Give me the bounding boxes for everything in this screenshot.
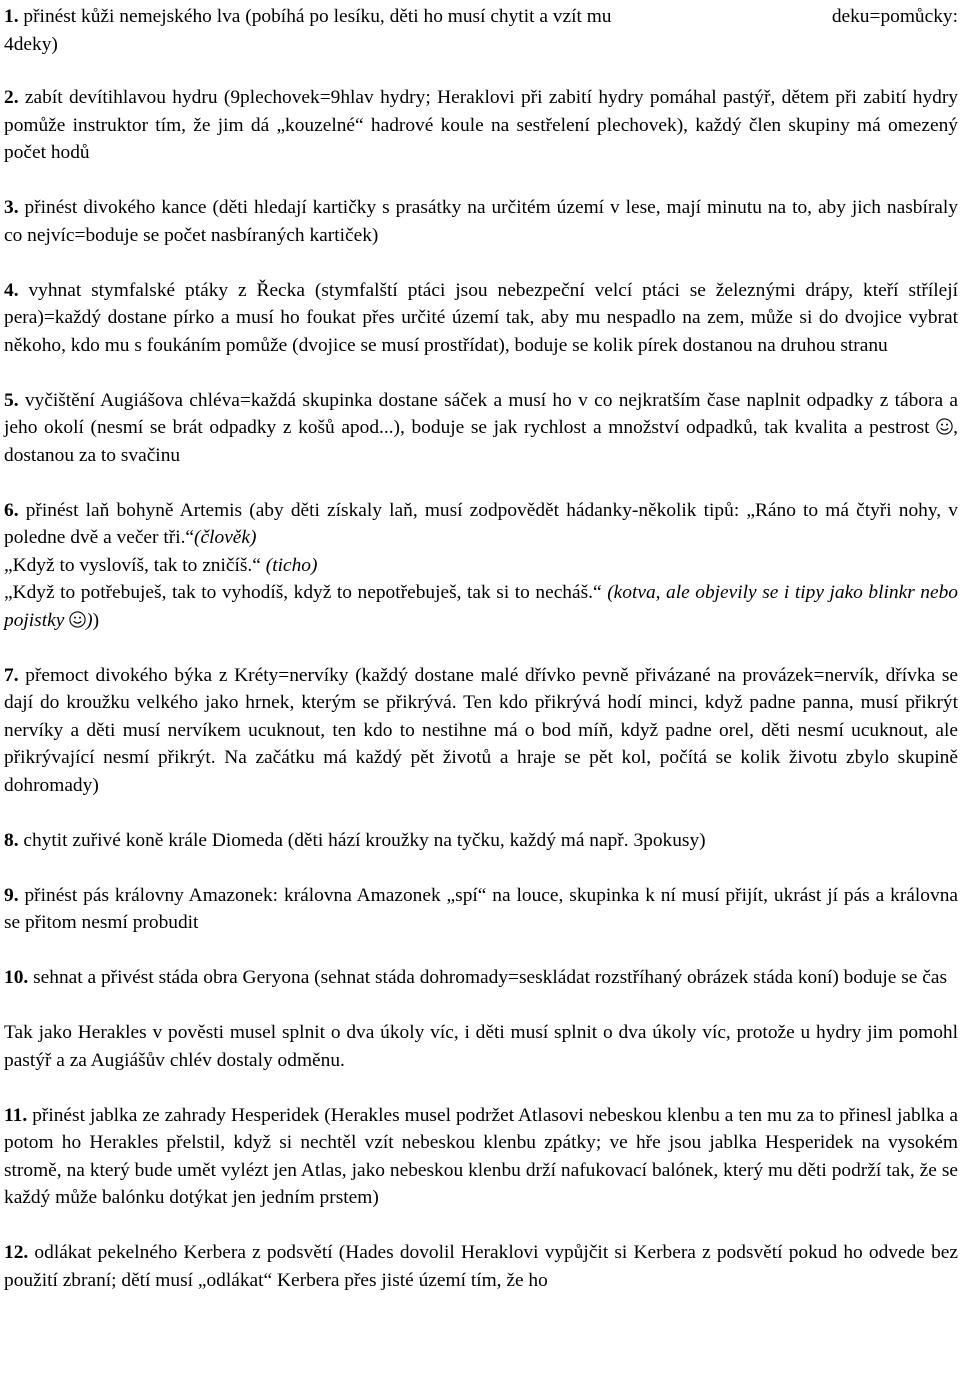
task-text: vyhnat stymfalské ptáky z Řecka (stymfalští ptáci jsou nebezpeční velcí ptáci se železnými drápy, kteří střílejí pera)=každý dostane pírko a musí ho foukat přes určité území tak, aby mu nespadlo na zem, může si do dvojice vybrat někoho, kdo mu s foukáním pomůže (dvojice se musí prostřídat), boduje se kolik pírek dostanou na druhou stranu [4, 279, 958, 356]
task-5 [4, 387, 958, 470]
task-text-close: ) [92, 609, 100, 631]
task-text: přinést divokého kance (děti hledají kartičky s prasátky na určitém území v lese, mají minutu na to, aby jich nasbíraly co nejvíc=boduje se počet nasbíraných kartiček) [4, 197, 958, 246]
note-text: Tak jako Herakles v pověsti musel splnit o dva úkoly víc, i děti musí splnit o dva úkoly víc, protože u hydry jim pomohl pastýř a za Augiášův chlév dostaly odměnu. [4, 1022, 958, 1071]
task-6 [4, 497, 958, 635]
task-12 [4, 1239, 958, 1294]
task-1-right-text: deku=pomůcky: [831, 6, 958, 27]
riddle-line: „Když to vyslovíš, tak to zničíš.“ [4, 554, 261, 576]
task-10 [4, 964, 958, 992]
task-11 [4, 1102, 958, 1212]
smiley-face-icon [936, 418, 953, 435]
document-body [4, 3, 958, 1294]
task-text: sehnat a přivést stáda obra Geryona (sehnat stáda dohromady=seskládat rozstříhaný obrázek stáda koní) boduje se čas [33, 967, 948, 988]
task-text: odlákat pekelného Kerbera z podsvětí (Hades dovolil Heraklovi vypůjčit si Kerbera z podsvětí pokud ho odvede bez použití zbraní; dětí musí „odlákat“ Kerbera přes jisté území tím, že ho [4, 1242, 958, 1291]
riddle-answer: (člověk) [194, 527, 257, 548]
task-text-end: , dostanou za to svačinu [4, 417, 958, 466]
task-text: přemoct divokého býka z Kréty=nervíky (každý dostane malé dřívko pevně přivázané na provázek=nervík, dřívka se dají do kroužku velkého jako hrnek, kterým se přikrývá. Ten kdo přikrývá hodí minci, když padne panna, musí přikrýt nervíky a děti musí nervíkem ucuknout, ten kdo to nestihne má o bod míň, když padne orel, děti nesmí ucuknout, ale přikrývající nesmí přikrýt. Na začátku má každý pět životů a hraje se pět kol, počítá se kolik životu zbylo skupině dohromady) [4, 664, 958, 796]
riddle-line: „Když to potřebuješ, tak to vyhodíš, když to nepotřebuješ, tak si to necháš.“ [4, 582, 602, 603]
task-text: zabít devítihlavou hydru (9plechovek=9hlav hydry; Heraklovi při zabití hydry pomáhal pastýř, dětem při zabití hydry pomůže instruktor tím, že jim dá „kouzelné“ hadrové koule na sestřelení plechovek), každý člen skupiny má omezený počet hodů [4, 87, 958, 163]
task-number: 3. [4, 197, 19, 218]
riddle-answer: (ticho) [265, 554, 318, 576]
task-number: 2. [4, 87, 19, 108]
task-4 [4, 277, 958, 360]
task-text: přinést laň bohyně Artemis (aby děti získaly laň, musí zodpovědět hádanky-několik tipů: „Ráno to má čtyři nohy, v poledne dvě a večer tři.“ [4, 499, 958, 548]
task-text: přinést jablka ze zahrady Hesperidek (Herakles musel podržet Atlasovi nebeskou klenbu a ten mu za to přinesl jablka a potom ho Herakles přelstil, když si nechtěl vzít nebeskou klenbu zpátky; ve hře jsou jablka Hesperidek na vysokém stromě, na který bude umět vylézt jen Atlas, jako nebeskou klenbu drží nafukovací balónek, který mu děti podrží tak, že se každý může balónku dotýkat jen jedním prstem) [4, 1104, 958, 1208]
task-number: 12. [4, 1242, 29, 1263]
task-text: chytit zuřivé koně krále Diomeda (děti hází kroužky na tyčku, každý má např. 3pokusy) [23, 829, 706, 851]
task-text: vyčištění Augiášova chléva=každá skupinka dostane sáček a musí ho v co nejkratším čase naplnit odpadky z tábora a jeho okolí (nesmí se brát odpadky z košů apod...), boduje se jak rychlost a množství odpadků, tak kvalita a pestrost [4, 389, 958, 438]
task-text: přinést pás královny Amazonek: královna Amazonek „spí“ na louce, skupinka k ní musí přijít, ukrást jí pás a královna se přitom nesmí probudit [4, 884, 958, 933]
task-number: 1. [4, 6, 19, 27]
task-2 [4, 84, 958, 167]
task-1-tail: 4deky) [4, 33, 58, 55]
task-8 [4, 827, 958, 855]
note-paragraph [4, 1019, 958, 1074]
task-number: 8. [4, 829, 19, 851]
task-number: 5. [4, 389, 19, 411]
task-number: 9. [4, 884, 19, 906]
riddle-answer-end: ) [86, 609, 93, 631]
task-number: 10. [4, 967, 29, 988]
task-7 [4, 662, 958, 800]
task-number: 6. [4, 499, 19, 521]
task-1-text: přinést kůži nemejského lva (pobíhá po lesíku, děti ho musí chytit a vzít mu [23, 6, 612, 27]
task-number: 11. [4, 1104, 28, 1126]
smiley-face-icon [69, 611, 86, 628]
task-number: 4. [4, 279, 19, 301]
task-3 [4, 194, 958, 249]
riddle-answer: (kotva, ale objevily se i tipy jako blinkr nebo pojistky [4, 582, 958, 631]
task-number: 7. [4, 664, 19, 686]
task-1 [4, 3, 958, 58]
task-9 [4, 882, 958, 937]
